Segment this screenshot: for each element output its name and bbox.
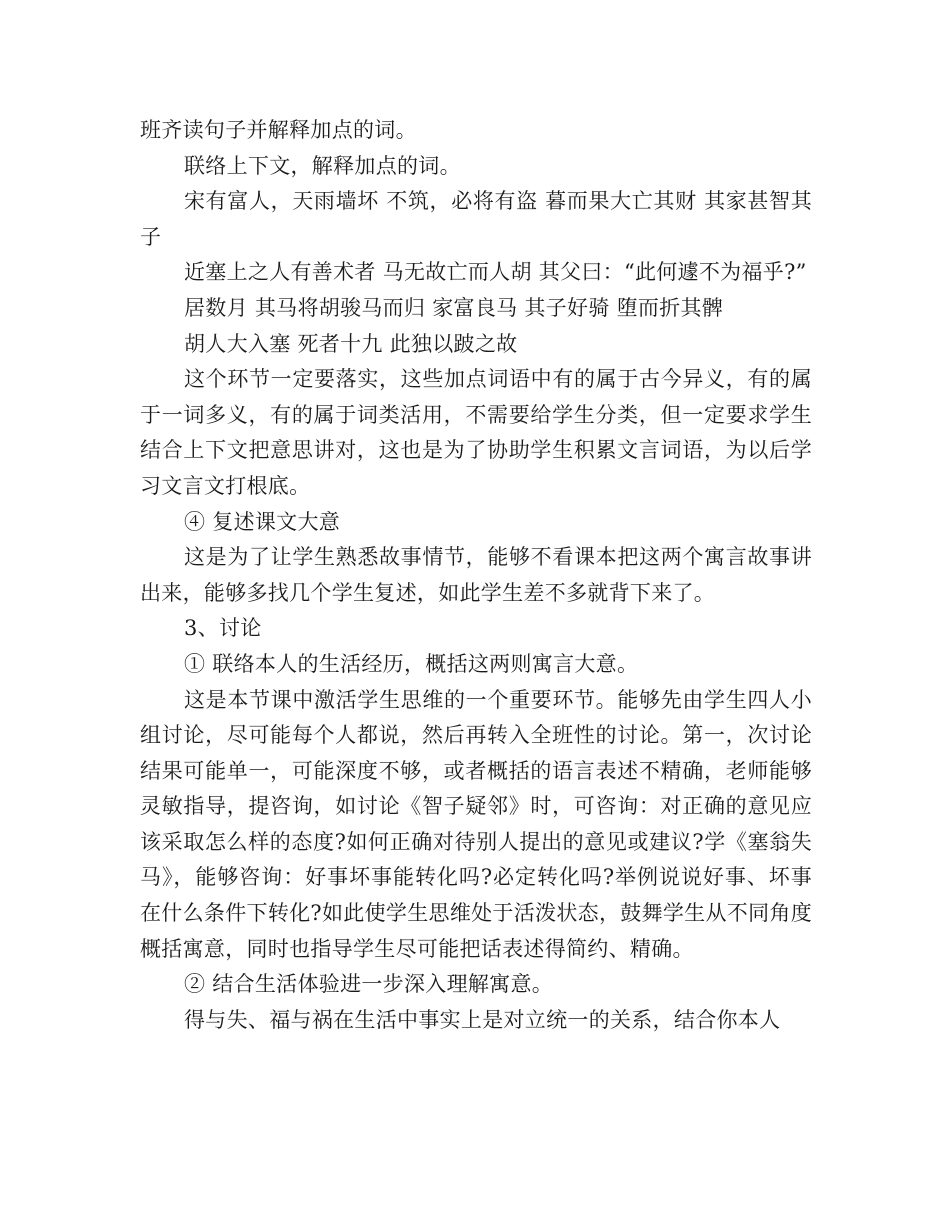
paragraph-context-explain: 联络上下文，解释加点的词。 xyxy=(184,153,461,178)
paragraph-classical-text-3: 居数月 其马将胡骏马而归 家富良马 其子好骑 堕而折其髀 xyxy=(184,295,724,320)
paragraph-vocabulary-note: 这个环节一定要落实，这些加点词语中有的属于古今异义，有的属于一词多义，有的属于词类活用，不需要给学生分类，但一定要求学生结合上下文把意思讲对，这也是为了协助学生积累文言词语，为以后学习文言文打根底。 xyxy=(140,367,812,498)
heading-retell-summary: ④ 复述课文大意 xyxy=(184,509,341,534)
paragraph-classical-text-2: 近塞上之人有善术者 马无故亡而人胡 其父曰：“此何遽不为福乎?” xyxy=(184,260,807,285)
paragraph-retell-note: 这是为了让学生熟悉故事情节，能够不看课本把这两个寓言故事讲出来，能够多找几个学生复述，如此学生差不多就背下来了。 xyxy=(140,545,812,605)
paragraph-class-reading: 班齐读句子并解释加点的词。 xyxy=(140,118,417,142)
paragraph-classical-text-4: 胡人大入塞 死者十九 此独以跛之故 xyxy=(184,331,518,356)
heading-discussion-2: ② 结合生活体验进一步深入理解寓意。 xyxy=(184,972,554,997)
heading-discussion: 3、讨论 xyxy=(184,616,262,641)
paragraph-final: 得与失、福与祸在生活中事实上是对立统一的关系，结合你本人 xyxy=(184,1007,781,1032)
paragraph-classical-text-1: 宋有富人，天雨墙坏 不筑，必将有盗 暮而果大亡其财 其家甚智其子 xyxy=(140,189,812,249)
paragraph-discussion-note: 这是本节课中激活学生思维的一个重要环节。能够先由学生四人小组讨论，尽可能每个人都说，然后再转入全班性的讨论。第一，次讨论结果可能单一，可能深度不够，或者概括的语言表述不精确，老师能够灵敏指导，提咨询，如讨论《智子疑邻》时，可咨询：对正确的意见应该采取怎么样的态度?如何正确对待别人提出的意见或建议?学《塞翁失马》，能够咨询：好事坏事能转化吗?必定转化吗?举例说说好事、坏事在什么条件下转化?如此使学生思维处于活泼状态，鼓舞学生从不同角度概括寓意，同时也指导学生尽可能把话表述得简约、精确。 xyxy=(140,687,812,961)
document-body xyxy=(140,113,812,1038)
heading-discussion-1: ① 联络本人的生活经历，概括这两则寓言大意。 xyxy=(184,651,639,676)
